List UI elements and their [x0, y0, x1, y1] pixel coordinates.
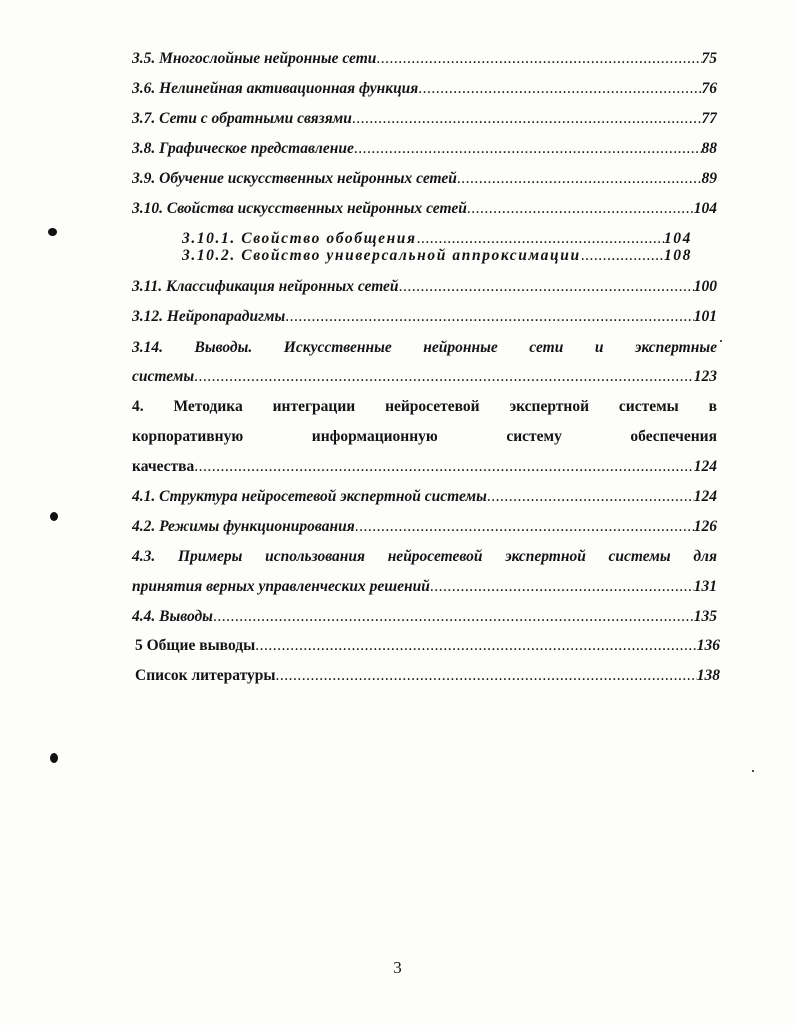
toc-entry-3-12[interactable] — [132, 306, 717, 328]
toc-word: и — [594, 339, 604, 356]
leader-dots — [376, 48, 701, 70]
leader-dots — [430, 576, 694, 598]
toc-label: 4.2. Режимы функционирования — [132, 518, 355, 535]
leader-dots — [418, 78, 701, 100]
leader-dots — [354, 138, 702, 160]
toc-word: систему — [506, 428, 562, 445]
toc-label: 3.8. Графическое представление — [132, 140, 354, 157]
toc-label: Список литературы — [135, 667, 276, 684]
toc-entry-4-2[interactable] — [132, 516, 717, 538]
toc-word: системы — [608, 548, 671, 565]
leader-dots — [255, 635, 697, 657]
toc-entry-references[interactable] — [135, 665, 720, 687]
toc-word: нейросетевой — [385, 398, 480, 415]
toc-word: Выводы. — [194, 339, 253, 356]
toc-page: 88 — [701, 140, 717, 157]
toc-page: 104 — [693, 200, 717, 217]
toc-word: экспертной — [509, 398, 590, 415]
leader-dots — [352, 108, 702, 130]
toc-word: сети — [529, 339, 564, 356]
toc-entry-3-14-line1[interactable] — [132, 337, 717, 359]
leader-dots — [275, 665, 696, 687]
toc-page: 135 — [693, 608, 717, 625]
toc-entry-5[interactable] — [135, 635, 720, 657]
scan-speck — [50, 753, 58, 763]
toc-entry-3-7[interactable] — [132, 108, 717, 130]
scan-speck — [48, 228, 57, 236]
toc-entry-4-line3[interactable] — [132, 456, 717, 478]
toc-entry-3-8[interactable] — [132, 138, 717, 160]
toc-word: 4. — [132, 398, 144, 415]
scan-speck — [50, 512, 58, 521]
toc-entry-4-3-line2[interactable] — [132, 576, 717, 598]
toc-page: 108 — [663, 247, 692, 264]
toc-page: 124 — [693, 458, 717, 475]
leader-dots — [285, 306, 694, 328]
toc-label: 3.6. Нелинейная активационная функция — [132, 80, 419, 97]
leader-dots — [457, 168, 702, 190]
toc-label: 4.1. Структура нейросетевой экспертной системы — [132, 488, 487, 505]
toc-page: 138 — [696, 667, 720, 684]
page-number: 3 — [393, 958, 402, 977]
toc-label: 4.4. Выводы — [132, 608, 213, 625]
toc-word: в — [708, 398, 717, 415]
toc-page: 104 — [663, 230, 692, 247]
toc-word: 4.3. — [132, 548, 156, 565]
scan-speck — [720, 340, 722, 342]
toc-page: 123 — [693, 368, 717, 385]
toc-page: 136 — [696, 637, 720, 654]
toc-page: 126 — [693, 518, 717, 535]
toc-entry-4-line2[interactable] — [132, 426, 717, 448]
toc-page: 100 — [693, 278, 717, 295]
toc-word: системы — [618, 398, 679, 415]
toc-label: 3.7. Сети с обратными связями — [132, 110, 352, 127]
toc-word: Примеры — [177, 548, 243, 565]
toc-word: экспертные — [635, 339, 717, 356]
toc-entry-3-5[interactable] — [132, 48, 717, 70]
scan-speck — [752, 770, 754, 772]
toc-word: нейросетевой — [387, 548, 483, 565]
toc-label: 3.10.1. Свойство обобщения — [182, 230, 417, 247]
toc-word: для — [693, 548, 717, 565]
toc-word: обеспечения — [630, 428, 717, 445]
toc-page: 101 — [693, 308, 717, 325]
toc-word: Искусственные — [283, 339, 392, 356]
toc-label: системы — [132, 368, 195, 385]
toc-label: 3.11. Классификация нейронных сетей — [132, 278, 399, 295]
toc-word: интеграции — [272, 398, 356, 415]
toc-label: принятия верных управленческих решений — [132, 578, 430, 595]
toc-word: Методика — [173, 398, 243, 415]
toc-word: использования — [265, 548, 365, 565]
toc-page: 124 — [693, 488, 717, 505]
toc-page: 76 — [701, 80, 717, 97]
leader-dots — [581, 245, 664, 267]
toc-label: 3.12. Нейропарадигмы — [132, 308, 286, 325]
toc-entry-4-1[interactable] — [132, 486, 717, 508]
toc-entry-4-4[interactable] — [132, 606, 717, 628]
leader-dots — [213, 606, 694, 628]
toc-page: 77 — [701, 110, 717, 127]
toc-entry-3-14-line2[interactable] — [132, 366, 717, 388]
leader-dots — [355, 516, 694, 538]
toc-entry-3-11[interactable] — [132, 276, 717, 298]
toc-label: 5 Общие выводы — [135, 637, 256, 654]
toc-page: 75 — [701, 50, 717, 67]
toc-entry-3-6[interactable] — [132, 78, 717, 100]
leader-dots — [194, 456, 694, 478]
toc-word: информационную — [311, 428, 438, 445]
toc-entry-4-3-line1[interactable] — [132, 546, 717, 568]
toc-word: корпоративную — [132, 428, 244, 445]
toc-entry-3-9[interactable] — [132, 168, 717, 190]
leader-dots — [487, 486, 694, 508]
toc-page: 131 — [693, 578, 717, 595]
toc-label: 3.5. Многослойные нейронные сети — [132, 50, 377, 67]
toc-label: качества — [132, 458, 195, 475]
toc-label: 3.10. Свойства искусственных нейронных сетей — [132, 200, 467, 217]
toc-entry-3-10-2[interactable] — [182, 245, 692, 267]
toc-entry-4-line1[interactable] — [132, 396, 717, 418]
toc-page: 89 — [701, 170, 717, 187]
leader-dots — [399, 276, 694, 298]
toc-label: 3.9. Обучение искусственных нейронных сетей — [132, 170, 457, 187]
toc-word: нейронные — [423, 339, 498, 356]
toc-label: 3.10.2. Свойство универсальной аппроксимации — [182, 247, 581, 264]
leader-dots — [194, 366, 694, 388]
leader-dots — [467, 198, 694, 220]
toc-word: 3.14. — [132, 339, 163, 356]
toc-word: экспертной — [505, 548, 586, 565]
toc-entry-3-10[interactable] — [132, 198, 717, 220]
